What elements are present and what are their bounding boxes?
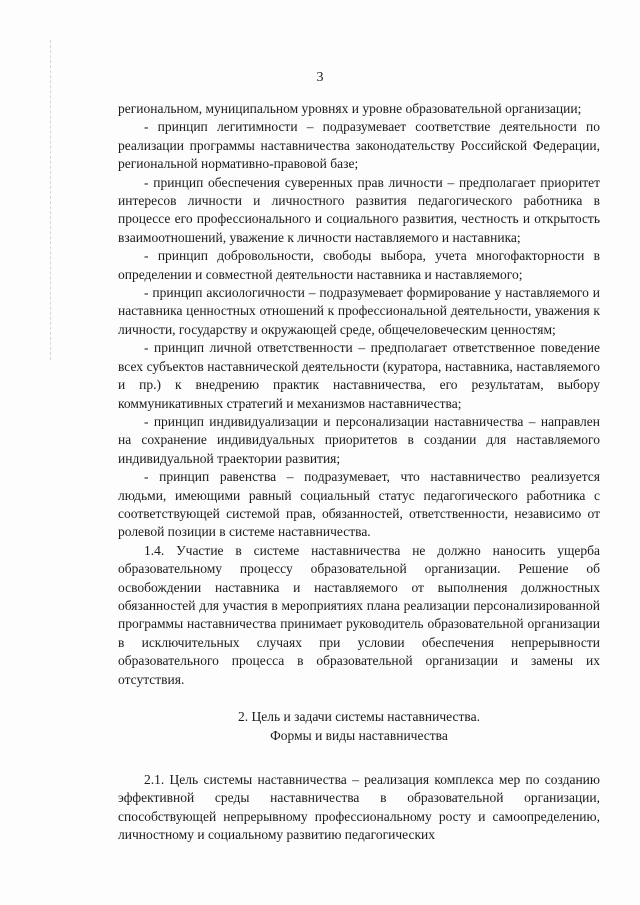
section-heading-line-2: Формы и виды наставничества [270,728,448,743]
paragraph-equality-principle: - принцип равенства – подразумевает, что наставничество реализуется людьми, имеющими равный социальный статус педагогического работника с соответствующей системой прав, обязанностей, ответственности, независимо от ролевой позиции в системе наставничества. [118,469,600,540]
section-heading [118,707,600,745]
paragraph-personal-rights-principle: - принцип обеспечения суверенных прав личности – предполагает приоритет интересов личности и личностного развития педагогического работника в процессе его профессионального и социального развития, честность и открытость взаимоотношений, уважение к личности наставляемого и наставника; [118,174,600,245]
paragraph-axiology-principle: - принцип аксиологичности – подразумевает формирование у наставляемого и наставника ценностных отношений к профессиональной деятельности, уважения к личности, государству и окружающей среде, общечеловеческим ценностям; [118,285,600,337]
paragraph-individualization-principle: - принцип индивидуализации и персонализации наставничества – направлен на сохранение индивидуальных приоритетов в создании для наставляемого индивидуальной траектории развития; [118,413,600,466]
paragraph-voluntariness-principle: - принцип добровольности, свободы выбора, учета многофакторности в определении и совместной деятельности наставника и наставляемого; [118,248,600,282]
paragraph-clause-2-1: 2.1. Цель системы наставничества – реализация комплекса мер по созданию эффективной среды наставничества в образовательной организации, способствующей непрерывному профессиональному росту и самоопределению, личностному и социальному развитию педагогических [118,772,600,843]
document-body [118,100,600,845]
section-heading-line-1: 2. Цель и задачи системы наставничества. [238,709,480,724]
paragraph-continuation: региональном, муниципальном уровнях и уровне образовательной организации; [118,101,582,116]
scan-edge-mark [50,40,52,360]
page-number: 3 [316,70,324,85]
paragraph-responsibility-principle: - принцип личной ответственности – предполагает ответственное поведение всех субъектов наставнической деятельности (куратора, наставника, наставляемого и пр.) к внедрению практик наставничества, его результатам, выбору коммуникативных стратегий и механизмов наставничества; [118,340,600,411]
paragraph-clause-1-4: 1.4. Участие в системе наставничества не должно наносить ущерба образовательному процессу образовательной организации. Решение об освобождении наставника и наставляемого от выполнения должностных обязанностей для участия в мероприятиях плана реализации персонализированной программы наставничества принимает руководитель образовательной организации в исключительных случаях при условии обеспечения непрерывности образовательного процесса в образовательной организации и замены их отсутствия. [118,542,600,687]
paragraph-legitimacy-principle: - принцип легитимности – подразумевает соответствие деятельности по реализации программы наставничества законодательству Российской Федерации, региональной нормативно-правовой базе; [118,119,600,172]
